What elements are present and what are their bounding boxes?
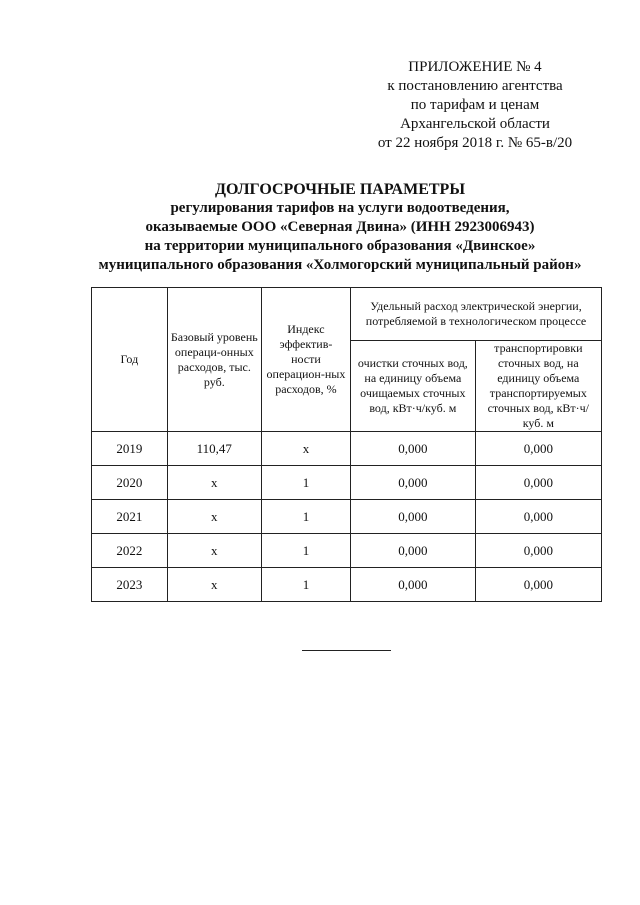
document-title bbox=[40, 180, 640, 275]
table-row bbox=[92, 466, 602, 500]
cell-index: 1 bbox=[261, 466, 350, 500]
table-row bbox=[92, 568, 602, 602]
cell-base: х bbox=[167, 534, 261, 568]
cell-transport: 0,000 bbox=[475, 500, 601, 534]
cell-treatment: 0,000 bbox=[351, 568, 476, 602]
cell-treatment: 0,000 bbox=[351, 466, 476, 500]
table-row bbox=[92, 534, 602, 568]
parameters-table bbox=[91, 287, 602, 602]
table-row bbox=[92, 500, 602, 534]
cell-base: х bbox=[167, 568, 261, 602]
header-year: Год bbox=[92, 288, 168, 432]
cell-year: 2022 bbox=[92, 534, 168, 568]
header-electricity-treatment: очистки сточных вод, на единицу объема очищаемых сточных вод, кВт·ч/куб. м bbox=[351, 341, 476, 432]
cell-transport: 0,000 bbox=[475, 432, 601, 466]
title-line: регулирования тарифов на услуги водоотведения, bbox=[170, 200, 510, 216]
cell-year: 2023 bbox=[92, 568, 168, 602]
cell-index: 1 bbox=[261, 500, 350, 534]
cell-treatment: 0,000 bbox=[351, 500, 476, 534]
cell-treatment: 0,000 bbox=[351, 432, 476, 466]
table-row bbox=[92, 432, 602, 466]
appendix-line: от 22 ноября 2018 г. № 65-в/20 bbox=[377, 135, 573, 151]
cell-year: 2021 bbox=[92, 500, 168, 534]
cell-index: 1 bbox=[261, 568, 350, 602]
appendix-block bbox=[360, 58, 590, 153]
header-electricity-group: Удельный расход электрической энергии, потребляемой в технологическом процессе bbox=[351, 288, 602, 341]
table-header-row bbox=[92, 288, 602, 341]
title-line: на территории муниципального образования «Двинское» bbox=[144, 238, 536, 254]
cell-base: 110,47 bbox=[167, 432, 261, 466]
cell-index: 1 bbox=[261, 534, 350, 568]
cell-transport: 0,000 bbox=[475, 466, 601, 500]
header-base-level: Базовый уровень операци-онных расходов, тыс. руб. bbox=[167, 288, 261, 432]
cell-year: 2019 bbox=[92, 432, 168, 466]
cell-transport: 0,000 bbox=[475, 568, 601, 602]
appendix-line: по тарифам и ценам bbox=[410, 97, 540, 113]
cell-treatment: 0,000 bbox=[351, 534, 476, 568]
cell-base: х bbox=[167, 466, 261, 500]
title-line: муниципального образования «Холмогорский муниципальный район» bbox=[98, 257, 582, 273]
cell-year: 2020 bbox=[92, 466, 168, 500]
cell-base: х bbox=[167, 500, 261, 534]
header-electricity-transport: транспортировки сточных вод, на единицу объема транспортируемых сточных вод, кВт·ч/куб. м bbox=[475, 341, 601, 432]
end-of-document-divider bbox=[302, 650, 391, 651]
header-efficiency-index: Индекс эффектив-ности операцион-ных расходов, % bbox=[261, 288, 350, 432]
appendix-line: к постановлению агентства bbox=[387, 78, 563, 94]
title-line: ДОЛГОСРОЧНЫЕ ПАРАМЕТРЫ bbox=[214, 181, 466, 198]
appendix-line: Архангельской области bbox=[400, 116, 550, 132]
cell-index: х bbox=[261, 432, 350, 466]
title-line: оказываемые ООО «Северная Двина» (ИНН 2923006943) bbox=[145, 219, 535, 235]
appendix-line: ПРИЛОЖЕНИЕ № 4 bbox=[408, 59, 542, 75]
cell-transport: 0,000 bbox=[475, 534, 601, 568]
